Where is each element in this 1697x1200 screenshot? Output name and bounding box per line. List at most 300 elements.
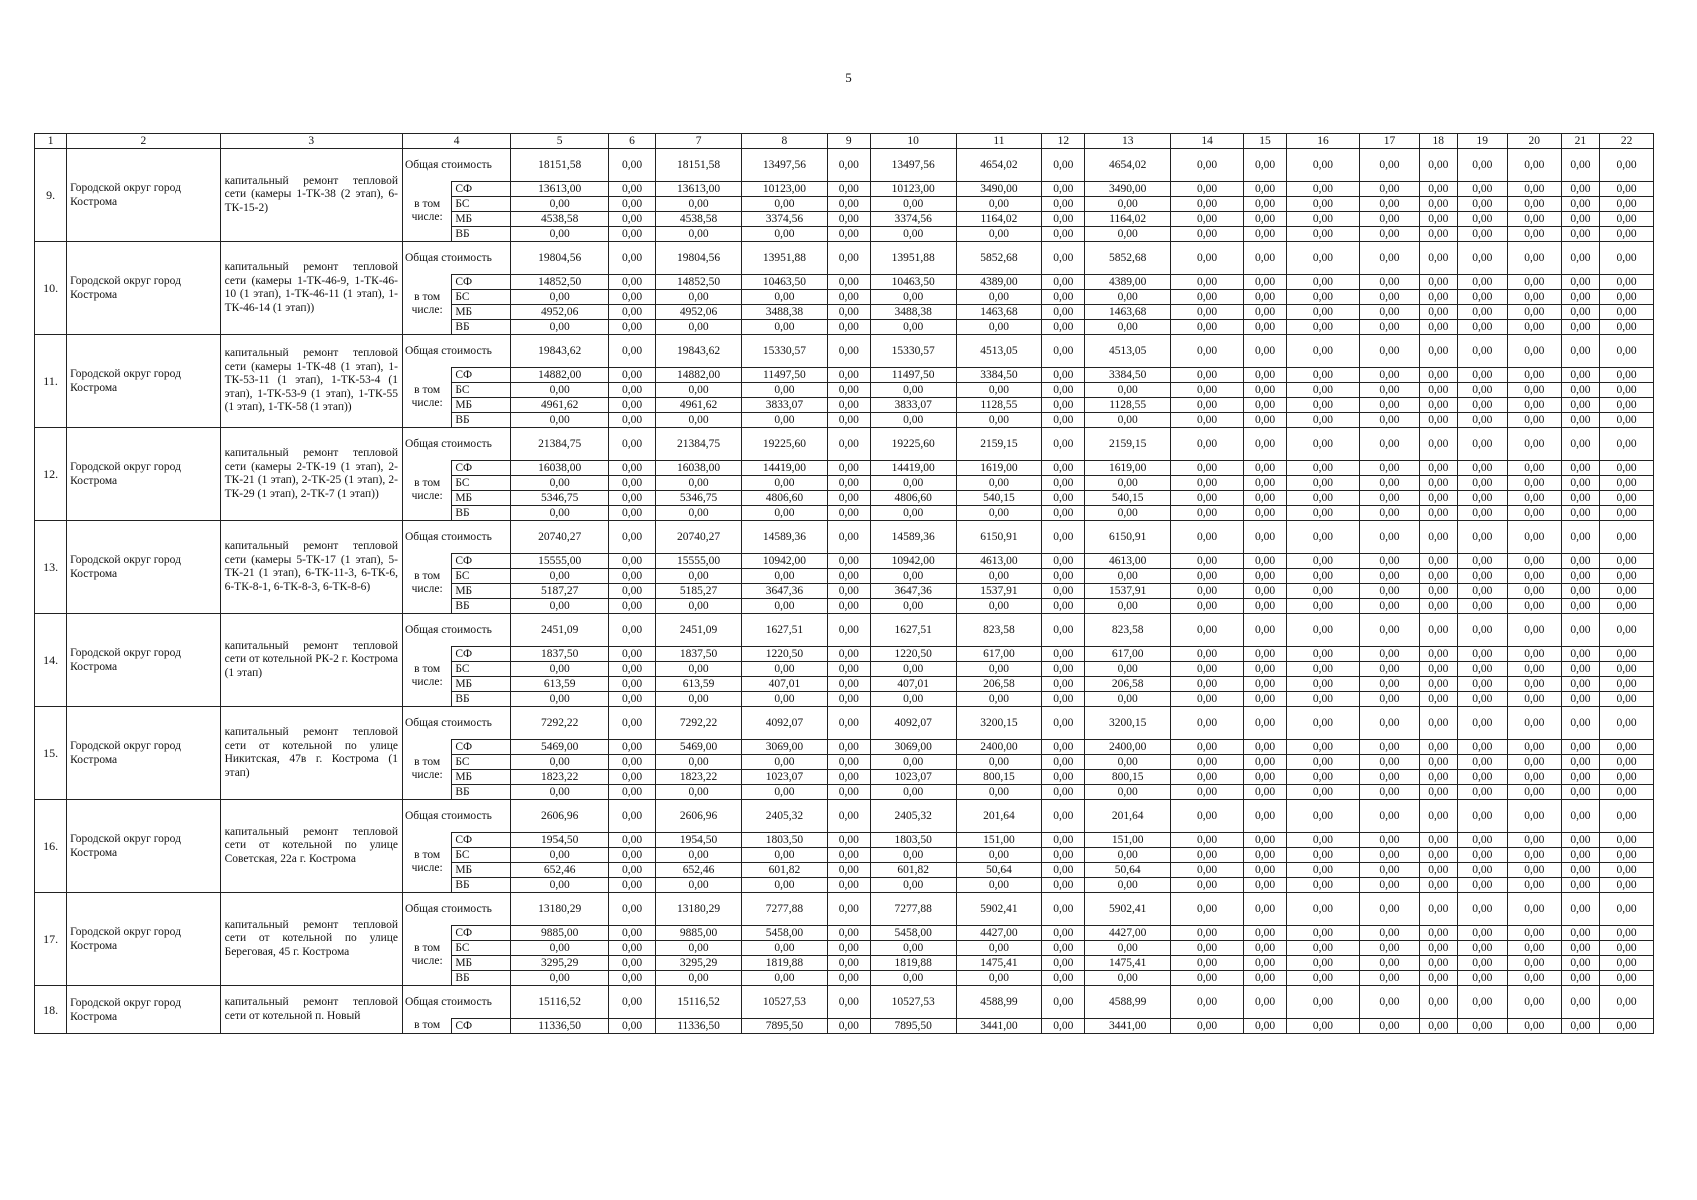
value-cell: 0,00 [1042, 275, 1085, 290]
value-cell: 0,00 [1286, 149, 1359, 182]
value-cell: 0,00 [1286, 707, 1359, 740]
value-cell: 0,00 [1507, 290, 1561, 305]
value-cell: 0,00 [608, 614, 655, 647]
value-cell: 0,00 [511, 848, 609, 863]
value-cell: 0,00 [1359, 971, 1419, 986]
value-cell: 0,00 [1244, 569, 1287, 584]
value-cell: 1803,50 [741, 833, 827, 848]
value-cell: 0,00 [608, 770, 655, 785]
value-cell: 0,00 [1042, 554, 1085, 569]
value-cell: 0,00 [1420, 461, 1458, 476]
value-cell: 0,00 [956, 320, 1042, 335]
value-cell: 7895,50 [741, 1019, 827, 1034]
value-cell: 0,00 [1042, 986, 1085, 1019]
value-cell: 0,00 [741, 383, 827, 398]
header-cell: 15 [1244, 134, 1287, 149]
row-number: 10. [35, 242, 67, 335]
value-cell: 0,00 [1600, 986, 1654, 1019]
value-cell: 4538,58 [511, 212, 609, 227]
value-cell: 0,00 [511, 692, 609, 707]
value-cell: 0,00 [741, 413, 827, 428]
value-cell: 0,00 [1561, 986, 1600, 1019]
value-cell: 0,00 [1420, 926, 1458, 941]
value-cell: 0,00 [1244, 275, 1287, 290]
value-cell: 201,64 [1085, 800, 1171, 833]
value-cell: 4654,02 [956, 149, 1042, 182]
value-cell: 0,00 [1359, 863, 1419, 878]
value-cell: 13951,88 [741, 242, 827, 275]
value-cell: 0,00 [1420, 941, 1458, 956]
value-cell: 0,00 [1042, 863, 1085, 878]
value-cell: 5346,75 [511, 491, 609, 506]
value-cell: 0,00 [827, 584, 870, 599]
value-cell: 0,00 [1244, 800, 1287, 833]
value-cell: 15116,52 [511, 986, 609, 1019]
object-description: капитальный ремонт тепловой сети (камеры 2-ТК-19 (1 этап), 2-ТК-21 (1 этап), 2-ТК-25 (1 этап), 2-ТК-29 (1 этап), 2-ТК-7 (1 этап)) [220, 428, 402, 521]
value-cell: 0,00 [1359, 800, 1419, 833]
value-cell: 0,00 [1507, 800, 1561, 833]
value-cell: 0,00 [1085, 227, 1171, 242]
value-cell: 0,00 [1507, 461, 1561, 476]
value-cell: 0,00 [1171, 1019, 1244, 1034]
value-cell: 0,00 [1286, 461, 1359, 476]
value-cell: 0,00 [1420, 428, 1458, 461]
value-cell: 0,00 [1507, 476, 1561, 491]
value-cell: 617,00 [956, 647, 1042, 662]
value-cell: 800,15 [956, 770, 1042, 785]
funding-source-label: БС [452, 848, 511, 863]
header-cell: 5 [511, 134, 609, 149]
value-cell: 0,00 [827, 770, 870, 785]
value-cell: 0,00 [1171, 692, 1244, 707]
value-cell: 0,00 [1561, 275, 1600, 290]
funding-source-label: СФ [452, 647, 511, 662]
value-cell: 0,00 [1600, 275, 1654, 290]
value-cell: 0,00 [1420, 677, 1458, 692]
value-cell: 0,00 [1042, 878, 1085, 893]
value-cell: 13180,29 [511, 893, 609, 926]
value-cell: 0,00 [656, 290, 742, 305]
value-cell: 0,00 [608, 335, 655, 368]
row-number: 9. [35, 149, 67, 242]
value-cell: 14419,00 [741, 461, 827, 476]
value-cell: 0,00 [827, 893, 870, 926]
value-cell: 0,00 [1244, 461, 1287, 476]
value-cell: 0,00 [827, 335, 870, 368]
value-cell: 0,00 [608, 584, 655, 599]
value-cell: 613,59 [656, 677, 742, 692]
value-cell: 0,00 [1171, 149, 1244, 182]
value-cell: 0,00 [656, 320, 742, 335]
value-cell: 0,00 [1286, 800, 1359, 833]
table-row [35, 893, 1654, 926]
value-cell: 0,00 [827, 368, 870, 383]
funding-source-label: МБ [452, 212, 511, 227]
value-cell: 0,00 [1359, 926, 1419, 941]
value-cell: 0,00 [1286, 506, 1359, 521]
value-cell: 2159,15 [956, 428, 1042, 461]
value-cell: 1537,91 [1085, 584, 1171, 599]
including-label: в том числе: [402, 461, 451, 521]
value-cell: 0,00 [1085, 785, 1171, 800]
value-cell: 0,00 [608, 368, 655, 383]
value-cell: 0,00 [1420, 863, 1458, 878]
value-cell: 0,00 [1171, 383, 1244, 398]
value-cell: 0,00 [1600, 677, 1654, 692]
value-cell: 0,00 [511, 476, 609, 491]
header-cell: 2 [67, 134, 220, 149]
value-cell: 0,00 [1171, 521, 1244, 554]
value-cell: 3295,29 [511, 956, 609, 971]
value-cell: 5852,68 [956, 242, 1042, 275]
value-cell: 0,00 [608, 785, 655, 800]
value-cell: 0,00 [1171, 182, 1244, 197]
value-cell: 0,00 [656, 971, 742, 986]
value-cell: 0,00 [1286, 242, 1359, 275]
value-cell: 0,00 [608, 848, 655, 863]
value-cell: 0,00 [1561, 413, 1600, 428]
value-cell: 0,00 [608, 197, 655, 212]
value-cell: 0,00 [870, 941, 956, 956]
value-cell: 0,00 [1042, 848, 1085, 863]
value-cell: 0,00 [1286, 569, 1359, 584]
value-cell: 0,00 [1420, 368, 1458, 383]
value-cell: 0,00 [608, 599, 655, 614]
value-cell: 0,00 [1042, 647, 1085, 662]
total-label: Общая стоимость [402, 149, 510, 182]
value-cell: 0,00 [870, 755, 956, 770]
value-cell: 0,00 [1420, 647, 1458, 662]
value-cell: 11497,50 [870, 368, 956, 383]
value-cell: 0,00 [1600, 227, 1654, 242]
value-cell: 0,00 [511, 197, 609, 212]
value-cell: 0,00 [1457, 926, 1507, 941]
value-cell: 0,00 [1507, 755, 1561, 770]
value-cell: 0,00 [1359, 941, 1419, 956]
value-cell: 0,00 [1042, 149, 1085, 182]
value-cell: 0,00 [1457, 614, 1507, 647]
value-cell: 0,00 [827, 647, 870, 662]
value-cell: 0,00 [656, 941, 742, 956]
value-cell: 4427,00 [956, 926, 1042, 941]
value-cell: 0,00 [1507, 971, 1561, 986]
value-cell: 0,00 [1457, 893, 1507, 926]
value-cell: 0,00 [1600, 413, 1654, 428]
value-cell: 0,00 [1561, 383, 1600, 398]
value-cell: 823,58 [1085, 614, 1171, 647]
value-cell: 0,00 [1457, 521, 1507, 554]
value-cell: 0,00 [1600, 149, 1654, 182]
value-cell: 0,00 [1085, 320, 1171, 335]
value-cell: 0,00 [1561, 398, 1600, 413]
total-label: Общая стоимость [402, 707, 510, 740]
value-cell: 0,00 [1457, 305, 1507, 320]
value-cell: 0,00 [1600, 584, 1654, 599]
table-body [35, 149, 1654, 1034]
object-description: капитальный ремонт тепловой сети (камеры 1-ТК-46-9, 1-ТК-46-10 (1 этап), 1-ТК-46-11 (1 этап), 1-ТК-46-14 (1 этап)) [220, 242, 402, 335]
table-row [35, 614, 1654, 647]
value-cell: 0,00 [827, 986, 870, 1019]
value-cell: 0,00 [1359, 848, 1419, 863]
value-cell: 0,00 [608, 941, 655, 956]
value-cell: 0,00 [608, 476, 655, 491]
value-cell: 19843,62 [656, 335, 742, 368]
value-cell: 0,00 [1171, 242, 1244, 275]
value-cell: 151,00 [1085, 833, 1171, 848]
value-cell: 613,59 [511, 677, 609, 692]
funding-source-label: МБ [452, 956, 511, 971]
value-cell: 0,00 [1507, 848, 1561, 863]
value-cell: 16038,00 [511, 461, 609, 476]
value-cell: 0,00 [1171, 971, 1244, 986]
value-cell: 0,00 [1171, 863, 1244, 878]
value-cell: 4654,02 [1085, 149, 1171, 182]
value-cell: 0,00 [1420, 740, 1458, 755]
value-cell: 652,46 [511, 863, 609, 878]
value-cell: 1819,88 [741, 956, 827, 971]
value-cell: 0,00 [1042, 461, 1085, 476]
value-cell: 0,00 [1286, 677, 1359, 692]
value-cell: 0,00 [608, 149, 655, 182]
value-cell: 0,00 [1286, 848, 1359, 863]
table-row [35, 428, 1654, 461]
value-cell: 0,00 [1457, 662, 1507, 677]
value-cell: 0,00 [1600, 320, 1654, 335]
value-cell: 1819,88 [870, 956, 956, 971]
value-cell: 0,00 [1420, 197, 1458, 212]
value-cell: 0,00 [1286, 647, 1359, 662]
value-cell: 15330,57 [741, 335, 827, 368]
including-label: в том числе: [402, 554, 451, 614]
value-cell: 0,00 [608, 212, 655, 227]
value-cell: 0,00 [1561, 740, 1600, 755]
value-cell: 0,00 [1359, 398, 1419, 413]
value-cell: 0,00 [608, 521, 655, 554]
value-cell: 0,00 [1507, 242, 1561, 275]
value-cell: 0,00 [827, 305, 870, 320]
value-cell: 0,00 [608, 692, 655, 707]
value-cell: 11336,50 [656, 1019, 742, 1034]
value-cell: 1537,91 [956, 584, 1042, 599]
value-cell: 1627,51 [741, 614, 827, 647]
value-cell: 0,00 [827, 692, 870, 707]
value-cell: 0,00 [1600, 290, 1654, 305]
value-cell: 0,00 [1171, 197, 1244, 212]
value-cell: 0,00 [1359, 647, 1419, 662]
funding-source-label: СФ [452, 1019, 511, 1034]
value-cell: 0,00 [1244, 521, 1287, 554]
value-cell: 0,00 [1420, 182, 1458, 197]
value-cell: 3441,00 [956, 1019, 1042, 1034]
value-cell: 5852,68 [1085, 242, 1171, 275]
value-cell: 0,00 [1457, 599, 1507, 614]
value-cell: 2451,09 [656, 614, 742, 647]
object-description: капитальный ремонт тепловой сети от котельной по улице Береговая, 45 г. Кострома [220, 893, 402, 986]
value-cell: 10527,53 [741, 986, 827, 1019]
value-cell: 0,00 [870, 599, 956, 614]
value-cell: 0,00 [1561, 878, 1600, 893]
value-cell: 1627,51 [870, 614, 956, 647]
value-cell: 0,00 [870, 662, 956, 677]
value-cell: 4513,05 [956, 335, 1042, 368]
page-number: 5 [845, 70, 852, 85]
value-cell: 0,00 [1507, 584, 1561, 599]
value-cell: 0,00 [1286, 692, 1359, 707]
value-cell: 0,00 [1507, 833, 1561, 848]
value-cell: 0,00 [1420, 491, 1458, 506]
value-cell: 0,00 [1171, 398, 1244, 413]
including-label: в том [402, 1019, 451, 1034]
value-cell: 0,00 [956, 227, 1042, 242]
object-description: капитальный ремонт тепловой сети от котельной РК-2 г. Кострома (1 этап) [220, 614, 402, 707]
value-cell: 0,00 [1600, 863, 1654, 878]
value-cell: 0,00 [870, 413, 956, 428]
value-cell: 0,00 [827, 242, 870, 275]
value-cell: 0,00 [656, 692, 742, 707]
value-cell: 0,00 [1420, 956, 1458, 971]
value-cell: 0,00 [1244, 290, 1287, 305]
value-cell: 0,00 [1600, 770, 1654, 785]
including-label: в том числе: [402, 833, 451, 893]
value-cell: 0,00 [608, 833, 655, 848]
row-number: 13. [35, 521, 67, 614]
value-cell: 0,00 [1244, 677, 1287, 692]
value-cell: 0,00 [827, 461, 870, 476]
value-cell: 0,00 [1507, 941, 1561, 956]
value-cell: 0,00 [511, 227, 609, 242]
value-cell: 823,58 [956, 614, 1042, 647]
value-cell: 0,00 [656, 755, 742, 770]
table-row [35, 242, 1654, 275]
value-cell: 407,01 [741, 677, 827, 692]
value-cell: 0,00 [1171, 614, 1244, 647]
value-cell: 0,00 [1457, 461, 1507, 476]
value-cell: 0,00 [1286, 662, 1359, 677]
value-cell: 0,00 [1286, 986, 1359, 1019]
value-cell: 4588,99 [1085, 986, 1171, 1019]
value-cell: 0,00 [1561, 506, 1600, 521]
value-cell: 0,00 [827, 599, 870, 614]
value-cell: 1837,50 [656, 647, 742, 662]
value-cell: 0,00 [1042, 197, 1085, 212]
value-cell: 0,00 [1286, 554, 1359, 569]
value-cell: 0,00 [1244, 227, 1287, 242]
value-cell: 7292,22 [511, 707, 609, 740]
value-cell: 2405,32 [870, 800, 956, 833]
value-cell: 0,00 [1600, 476, 1654, 491]
value-cell: 0,00 [1420, 755, 1458, 770]
value-cell: 0,00 [1085, 971, 1171, 986]
value-cell: 0,00 [1600, 941, 1654, 956]
value-cell: 0,00 [1561, 893, 1600, 926]
value-cell: 0,00 [1507, 383, 1561, 398]
value-cell: 0,00 [1085, 413, 1171, 428]
value-cell: 0,00 [1420, 770, 1458, 785]
value-cell: 0,00 [1085, 569, 1171, 584]
value-cell: 0,00 [1359, 614, 1419, 647]
value-cell: 0,00 [741, 848, 827, 863]
total-label: Общая стоимость [402, 614, 510, 647]
value-cell: 0,00 [1561, 491, 1600, 506]
value-cell: 0,00 [1457, 971, 1507, 986]
funding-source-label: ВБ [452, 413, 511, 428]
value-cell: 0,00 [870, 227, 956, 242]
value-cell: 0,00 [608, 662, 655, 677]
value-cell: 0,00 [827, 614, 870, 647]
value-cell: 0,00 [656, 476, 742, 491]
value-cell: 0,00 [1420, 986, 1458, 1019]
value-cell: 0,00 [1042, 398, 1085, 413]
value-cell: 0,00 [1042, 506, 1085, 521]
value-cell: 14882,00 [656, 368, 742, 383]
value-cell: 0,00 [656, 197, 742, 212]
value-cell: 0,00 [827, 833, 870, 848]
value-cell: 0,00 [1420, 785, 1458, 800]
value-cell: 0,00 [1171, 335, 1244, 368]
value-cell: 0,00 [1171, 662, 1244, 677]
value-cell: 0,00 [1420, 383, 1458, 398]
table-row [35, 986, 1654, 1019]
value-cell: 0,00 [1561, 320, 1600, 335]
value-cell: 0,00 [1359, 476, 1419, 491]
value-cell: 3384,50 [956, 368, 1042, 383]
value-cell: 4961,62 [656, 398, 742, 413]
value-cell: 3490,00 [1085, 182, 1171, 197]
value-cell: 0,00 [1507, 554, 1561, 569]
value-cell: 3441,00 [1085, 1019, 1171, 1034]
object-description: капитальный ремонт тепловой сети (камеры 1-ТК-38 (2 этап), 6-ТК-15-2) [220, 149, 402, 242]
value-cell: 0,00 [1244, 506, 1287, 521]
value-cell: 407,01 [870, 677, 956, 692]
value-cell: 0,00 [1561, 971, 1600, 986]
value-cell: 0,00 [608, 647, 655, 662]
value-cell: 0,00 [1244, 1019, 1287, 1034]
value-cell: 0,00 [1359, 770, 1419, 785]
header-cell: 12 [1042, 134, 1085, 149]
value-cell: 5458,00 [741, 926, 827, 941]
value-cell: 19804,56 [656, 242, 742, 275]
value-cell: 0,00 [1420, 476, 1458, 491]
value-cell: 0,00 [1171, 368, 1244, 383]
value-cell: 6150,91 [1085, 521, 1171, 554]
value-cell: 0,00 [1420, 584, 1458, 599]
value-cell: 0,00 [741, 476, 827, 491]
value-cell: 0,00 [1244, 662, 1287, 677]
header-cell: 13 [1085, 134, 1171, 149]
value-cell: 0,00 [1085, 878, 1171, 893]
funding-source-label: БС [452, 662, 511, 677]
value-cell: 0,00 [1042, 740, 1085, 755]
value-cell: 0,00 [656, 848, 742, 863]
value-cell: 0,00 [1359, 662, 1419, 677]
value-cell: 19225,60 [741, 428, 827, 461]
value-cell: 0,00 [1042, 383, 1085, 398]
value-cell: 7292,22 [656, 707, 742, 740]
value-cell: 0,00 [1600, 554, 1654, 569]
value-cell: 0,00 [827, 275, 870, 290]
value-cell: 0,00 [1286, 383, 1359, 398]
value-cell: 0,00 [1561, 956, 1600, 971]
value-cell: 0,00 [741, 290, 827, 305]
district-cell: Городской округ город Кострома [67, 335, 220, 428]
value-cell: 15555,00 [511, 554, 609, 569]
value-cell: 0,00 [1244, 584, 1287, 599]
including-label: в том числе: [402, 182, 451, 242]
header-cell: 20 [1507, 134, 1561, 149]
row-number: 12. [35, 428, 67, 521]
value-cell: 0,00 [1286, 275, 1359, 290]
value-cell: 0,00 [1600, 893, 1654, 926]
